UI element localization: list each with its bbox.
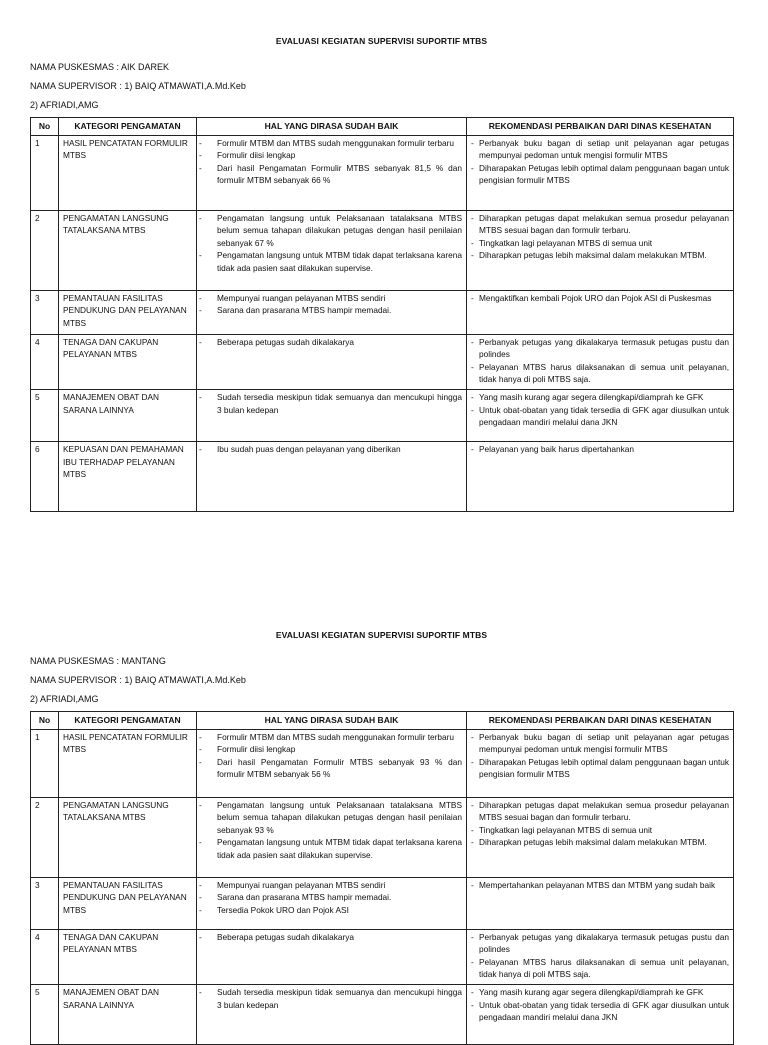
row-number: 5: [31, 389, 59, 441]
row-number: 3: [31, 290, 59, 334]
list-item: - Untuk obat-obatan yang tidak tersedia di GFK agar diusulkan untuk pengadaan mandiri melalui dana JKN: [471, 999, 729, 1024]
header-kategori: KATEGORI PENGAMATAN: [59, 712, 197, 730]
row-number: 6: [31, 441, 59, 511]
list-item: - Diharapakan Petugas lebih optimal dalam penggunaan bagan untuk pengisian formulir MTBS: [471, 162, 729, 187]
evaluation-table: [30, 117, 734, 512]
list-item: - Beberapa petugas sudah dikalakarya: [201, 336, 462, 349]
table-row: [31, 334, 734, 389]
list-item: - Diharapakan Petugas lebih optimal dalam penggunaan bagan untuk pengisian formulir MTBS: [471, 756, 729, 781]
supervisor-2: 2) AFRIADI,AMG: [30, 694, 99, 704]
list-item: - Sudah tersedia meskipun tidak semuanya dan mencukupi hingga 3 bulan kedepan: [201, 986, 462, 1011]
header-no: No: [31, 118, 59, 136]
list-item: - Pelayanan MTBS harus dilaksanakan di semua unit pelayanan, tidak hanya di poli MTBS saja.: [471, 361, 729, 386]
kategori-cell: MANAJEMEN OBAT DAN SARANA LAINNYA: [59, 984, 197, 1044]
rekomendasi-list: [471, 137, 729, 187]
list-item: - Tingkatkan lagi pelayanan MTBS di semua unit: [471, 824, 729, 837]
kategori-cell: HASIL PENCATATAN FORMULIR MTBS: [59, 729, 197, 797]
row-number: 5: [31, 984, 59, 1044]
rekomendasi-cell: [467, 210, 734, 290]
row-number: 1: [31, 135, 59, 210]
baik-cell: [197, 797, 467, 877]
table-body: [31, 729, 734, 1044]
kategori-cell: HASIL PENCATATAN FORMULIR MTBS: [59, 135, 197, 210]
list-item: - Beberapa petugas sudah dikalakarya: [201, 931, 462, 944]
baik-list: [201, 391, 462, 416]
list-item: - Dari hasil Pengamatan Formulir MTBS sebanyak 81,5 % dan formulir MTBM sebanyak 66 %: [201, 162, 462, 187]
kategori-cell: MANAJEMEN OBAT DAN SARANA LAINNYA: [59, 389, 197, 441]
baik-cell: [197, 290, 467, 334]
list-item: - Perbanyak petugas yang dikalakarya termasuk petugas pustu dan polindes: [471, 931, 729, 956]
list-item: - Formulir MTBM dan MTBS sudah menggunakan formulir terbaru: [201, 731, 462, 744]
list-item: - Yang masih kurang agar segera dilengkapi/diamprah ke GFK: [471, 986, 729, 999]
list-item: - Diharapkan petugas lebih maksimal dalam melakukan MTBM.: [471, 836, 729, 849]
evaluation-section-1: [30, 36, 733, 512]
baik-list: [201, 799, 462, 862]
list-item: - Mengaktifkan kembali Pojok URO dan Pojok ASI di Puskesmas: [471, 292, 729, 305]
rekomendasi-list: [471, 799, 729, 849]
rekomendasi-cell: [467, 334, 734, 389]
baik-list: [201, 137, 462, 187]
list-item: - Tersedia Pokok URO dan Pojok ASI: [201, 904, 462, 917]
list-item: - Formulir diisi lengkap: [201, 743, 462, 756]
kategori-cell: TENAGA DAN CAKUPAN PELAYANAN MTBS: [59, 929, 197, 984]
table-row: [31, 389, 734, 441]
baik-cell: [197, 441, 467, 511]
table-row: [31, 984, 734, 1044]
rekomendasi-cell: [467, 389, 734, 441]
baik-list: [201, 336, 462, 349]
kategori-cell: PENGAMATAN LANGSUNG TATALAKSANA MTBS: [59, 210, 197, 290]
list-item: - Diharapkan petugas lebih maksimal dalam melakukan MTBM.: [471, 249, 729, 262]
document-title: EVALUASI KEGIATAN SUPERVISI SUPORTIF MTBS: [275, 630, 488, 640]
list-item: - Perbanyak buku bagan di setiap unit pelayanan agar petugas mempunyai pedoman untuk mengisi formulir MTBS: [471, 731, 729, 756]
rekomendasi-cell: [467, 797, 734, 877]
header-kategori: KATEGORI PENGAMATAN: [59, 118, 197, 136]
rekomendasi-cell: [467, 877, 734, 929]
row-number: 1: [31, 729, 59, 797]
list-item: - Sarana dan prasarana MTBS hampir memadai.: [201, 891, 462, 904]
header-no: No: [31, 712, 59, 730]
list-item: - Sudah tersedia meskipun tidak semuanya dan mencukupi hingga 3 bulan kedepan: [201, 391, 462, 416]
kategori-cell: TENAGA DAN CAKUPAN PELAYANAN MTBS: [59, 334, 197, 389]
table-row: [31, 877, 734, 929]
list-item: - Diharapkan petugas dapat melakukan semua prosedur pelayanan MTBS sesuai bagan dan formulir terbaru.: [471, 212, 729, 237]
kategori-cell: PEMANTAUAN FASILITAS PENDUKUNG DAN PELAYANAN MTBS: [59, 290, 197, 334]
list-item: - Dari hasil Pengamatan Formulir MTBS sebanyak 93 % dan formulir MTBM sebanyak 56 %: [201, 756, 462, 781]
row-number: 4: [31, 929, 59, 984]
list-item: - Ibu sudah puas dengan pelayanan yang diberikan: [201, 443, 462, 456]
list-item: - Pelayanan MTBS harus dilaksanakan di semua unit pelayanan, tidak hanya di poli MTBS saja.: [471, 956, 729, 981]
baik-cell: [197, 729, 467, 797]
table-row: [31, 210, 734, 290]
kategori-cell: PEMANTAUAN FASILITAS PENDUKUNG DAN PELAYANAN MTBS: [59, 877, 197, 929]
list-item: - Perbanyak petugas yang dikalakarya termasuk petugas pustu dan polindes: [471, 336, 729, 361]
baik-cell: [197, 210, 467, 290]
list-item: - Diharapkan petugas dapat melakukan semua prosedur pelayanan MTBS sesuai bagan dan formulir terbaru.: [471, 799, 729, 824]
evaluation-table: [30, 711, 734, 1045]
rekomendasi-cell: [467, 290, 734, 334]
list-item: - Pengamatan langsung untuk MTBM tidak dapat terlaksana karena tidak ada pasien saat dilakukan supervise.: [201, 249, 462, 274]
header-rekomendasi: REKOMENDASI PERBAIKAN DARI DINAS KESEHATAN: [467, 118, 734, 136]
rekomendasi-cell: [467, 984, 734, 1044]
puskesmas-name: NAMA PUSKESMAS : MANTANG: [30, 656, 166, 666]
table-row: [31, 729, 734, 797]
baik-cell: [197, 984, 467, 1044]
baik-list: [201, 931, 462, 944]
list-item: - Pengamatan langsung untuk MTBM tidak dapat terlaksana karena tidak ada pasien saat dilakukan supervise.: [201, 836, 462, 861]
rekomendasi-list: [471, 391, 729, 429]
baik-cell: [197, 334, 467, 389]
rekomendasi-cell: [467, 929, 734, 984]
baik-cell: [197, 389, 467, 441]
list-item: - Pengamatan langsung untuk Pelaksanaan tatalaksana MTBS belum semua tahapan dilakukan petugas dengan hasil penilaian sebanyak 67 %: [201, 212, 462, 250]
list-item: - Formulir diisi lengkap: [201, 149, 462, 162]
rekomendasi-list: [471, 879, 729, 892]
list-item: - Perbanyak buku bagan di setiap unit pelayanan agar petugas mempunyai pedoman untuk mengisi formulir MTBS: [471, 137, 729, 162]
row-number: 2: [31, 797, 59, 877]
rekomendasi-list: [471, 443, 729, 456]
rekomendasi-list: [471, 292, 729, 305]
table-row: [31, 135, 734, 210]
header-rekomendasi: REKOMENDASI PERBAIKAN DARI DINAS KESEHATAN: [467, 712, 734, 730]
rekomendasi-list: [471, 212, 729, 262]
table-row: [31, 441, 734, 511]
rekomendasi-list: [471, 931, 729, 981]
supervisor-1: NAMA SUPERVISOR : 1) BAIQ ATMAWATI,A.Md.Keb: [30, 81, 246, 91]
rekomendasi-list: [471, 336, 729, 386]
table-body: [31, 135, 734, 511]
baik-list: [201, 731, 462, 781]
header-baik: HAL YANG DIRASA SUDAH BAIK: [197, 118, 467, 136]
table-row: [31, 929, 734, 984]
list-item: - Pelayanan yang baik harus dipertahankan: [471, 443, 729, 456]
row-number: 3: [31, 877, 59, 929]
list-item: - Formulir MTBM dan MTBS sudah menggunakan formulir terbaru: [201, 137, 462, 150]
baik-cell: [197, 135, 467, 210]
puskesmas-name: NAMA PUSKESMAS : AIK DAREK: [30, 62, 170, 72]
row-number: 4: [31, 334, 59, 389]
supervisor-2: 2) AFRIADI,AMG: [30, 100, 99, 110]
baik-list: [201, 986, 462, 1011]
rekomendasi-list: [471, 986, 729, 1024]
baik-cell: [197, 877, 467, 929]
row-number: 2: [31, 210, 59, 290]
list-item: - Mempunyai ruangan pelayanan MTBS sendiri: [201, 292, 462, 305]
baik-list: [201, 879, 462, 917]
list-item: - Yang masih kurang agar segera dilengkapi/diamprah ke GFK: [471, 391, 729, 404]
rekomendasi-list: [471, 731, 729, 781]
list-item: - Pengamatan langsung untuk Pelaksanaan tatalaksana MTBS belum semua tahapan dilakukan petugas dengan hasil penilaian sebanyak 93 %: [201, 799, 462, 837]
rekomendasi-cell: [467, 135, 734, 210]
list-item: - Mempunyai ruangan pelayanan MTBS sendiri: [201, 879, 462, 892]
baik-list: [201, 292, 462, 317]
baik-list: [201, 212, 462, 275]
header-baik: HAL YANG DIRASA SUDAH BAIK: [197, 712, 467, 730]
kategori-cell: KEPUASAN DAN PEMAHAMAN IBU TERHADAP PELAYANAN MTBS: [59, 441, 197, 511]
rekomendasi-cell: [467, 729, 734, 797]
table-header-row: [31, 118, 734, 136]
table-row: [31, 290, 734, 334]
supervisor-1: NAMA SUPERVISOR : 1) BAIQ ATMAWATI,A.Md.Keb: [30, 675, 246, 685]
kategori-cell: PENGAMATAN LANGSUNG TATALAKSANA MTBS: [59, 797, 197, 877]
document-title: EVALUASI KEGIATAN SUPERVISI SUPORTIF MTBS: [275, 36, 488, 46]
baik-cell: [197, 929, 467, 984]
list-item: - Tingkatkan lagi pelayanan MTBS di semua unit: [471, 237, 729, 250]
evaluation-section-2: [30, 630, 733, 1045]
list-item: - Mempertahankan pelayanan MTBS dan MTBM yang sudah baik: [471, 879, 729, 892]
list-item: - Untuk obat-obatan yang tidak tersedia di GFK agar diusulkan untuk pengadaan mandiri melalui dana JKN: [471, 404, 729, 429]
table-row: [31, 797, 734, 877]
table-header-row: [31, 712, 734, 730]
baik-list: [201, 443, 462, 456]
rekomendasi-cell: [467, 441, 734, 511]
list-item: - Sarana dan prasarana MTBS hampir memadai.: [201, 304, 462, 317]
